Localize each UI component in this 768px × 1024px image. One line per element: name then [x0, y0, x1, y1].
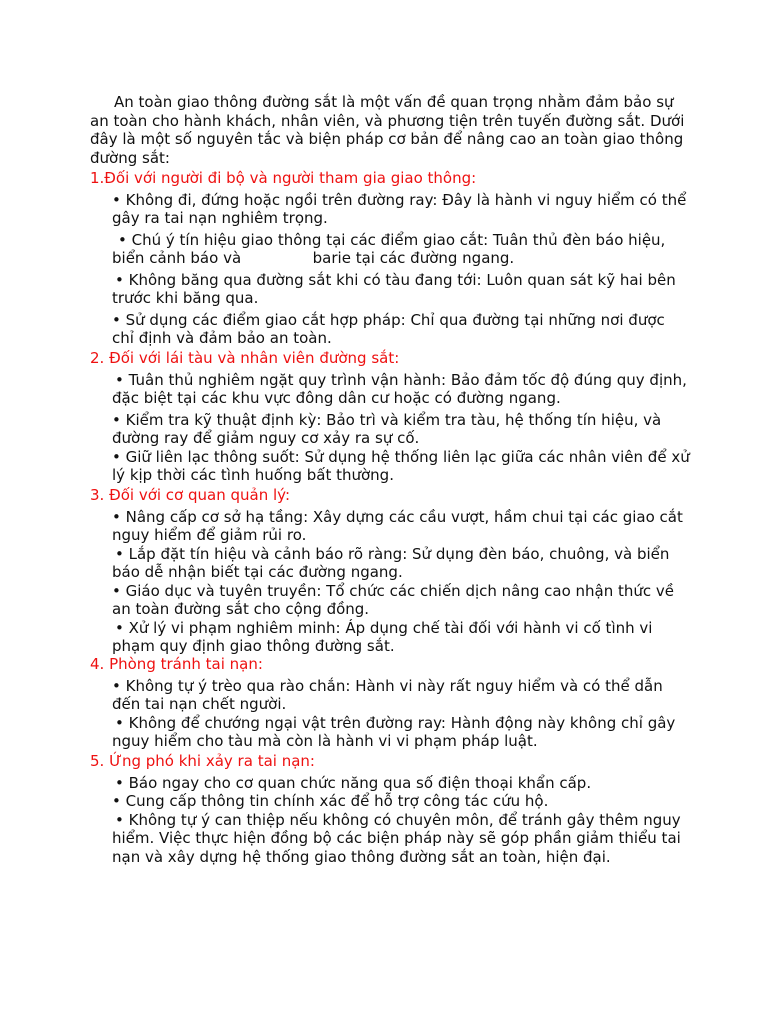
- list-item: • Không tự ý trèo qua rào chắn: Hành vi này rất nguy hiểm và có thể dẫn đến tai nạn chết người.: [112, 676, 668, 713]
- list-item: • Không tự ý can thiệp nếu không có chuyên môn, để tránh gây thêm nguy hiểm. Việc thực hiện đồng bộ các biện pháp này sẽ góp phần giảm thiểu tai nạn và xây dựng hệ thống giao thông đường sắt an toàn, hiện đại.: [112, 810, 686, 866]
- section-heading: 4. Phòng tránh tai nạn:: [90, 655, 263, 673]
- section-heading: 2. Đối với lái tàu và nhân viên đường sắt:: [90, 349, 400, 367]
- section-train-staff: [90, 349, 695, 488]
- list-item: • Xử lý vi phạm nghiêm minh: Áp dụng chế tài đối với hành vi cố tình vi phạm quy định giao thông đường sắt.: [112, 618, 658, 655]
- list-item: • Báo ngay cho cơ quan chức năng qua số điện thoại khẩn cấp.: [115, 773, 592, 792]
- list-item: • Không để chướng ngại vật trên đường ray: Hành động này không chỉ gây nguy hiểm cho tàu mà còn là hành vi vi phạm pháp luật.: [112, 713, 681, 750]
- section-prevention: [90, 655, 690, 754]
- intro-paragraph: An toàn giao thông đường sắt là một vấn đề quan trọng nhằm đảm bảo sự an toàn cho hành khách, nhân viên, và phương tiện trên tuyến đường sắt. Dưới đây là một số nguyên tắc và biện pháp cơ bản để nâng cao an toàn giao thông đường sắt:: [90, 93, 685, 167]
- section-heading: 3. Đối với cơ quan quản lý:: [90, 486, 290, 504]
- list-item: • Kiểm tra kỹ thuật định kỳ: Bảo trì và kiểm tra tàu, hệ thống tín hiệu, và đường ray để giảm nguy cơ xảy ra sự cố.: [112, 410, 666, 447]
- list-item: • Giữ liên lạc thông suốt: Sử dụng hệ thống liên lạc giữa các nhân viên để xử lý kịp thời các tình huống bất thường.: [112, 447, 695, 484]
- list-item: • Chú ý tín hiệu giao thông tại các điểm giao cắt: Tuân thủ đèn báo hiệu, biển cảnh báo và barie tại các đường ngang.: [112, 230, 671, 267]
- list-item: • Lắp đặt tín hiệu và cảnh báo rõ ràng: Sử dụng đèn báo, chuông, và biển báo dễ nhận biết tại các đường ngang.: [112, 544, 675, 581]
- list-item: • Nâng cấp cơ sở hạ tầng: Xây dựng các cầu vượt, hầm chui tại các giao cắt nguy hiểm để giảm rủi ro.: [112, 507, 688, 544]
- list-item: • Sử dụng các điểm giao cắt hợp pháp: Chỉ qua đường tại những nơi được chỉ định và đảm bảo an toàn.: [112, 310, 670, 347]
- section-response: [90, 752, 690, 866]
- list-item: • Không băng qua đường sắt khi có tàu đang tới: Luôn quan sát kỹ hai bên trước khi băng qua.: [112, 270, 681, 307]
- list-item: • Cung cấp thông tin chính xác để hỗ trợ công tác cứu hộ.: [112, 792, 549, 810]
- list-item: • Giáo dục và tuyên truyền: Tổ chức các chiến dịch nâng cao nhận thức về an toàn đường sắt cho cộng đồng.: [112, 581, 679, 618]
- section-heading: 5. Ứng phó khi xảy ra tai nạn:: [90, 752, 315, 770]
- section-authorities: [90, 486, 690, 659]
- section-pedestrians: [90, 169, 690, 351]
- section-heading: 1.Đối với người đi bộ và người tham gia giao thông:: [90, 169, 477, 187]
- list-item: • Không đi, đứng hoặc ngồi trên đường ray: Đây là hành vi nguy hiểm có thể gây ra tai nạn nghiêm trọng.: [112, 190, 692, 227]
- list-item: • Tuân thủ nghiêm ngặt quy trình vận hành: Bảo đảm tốc độ đúng quy định, đặc biệt tại các khu vực đông dân cư hoặc có đường ngang.: [112, 370, 692, 407]
